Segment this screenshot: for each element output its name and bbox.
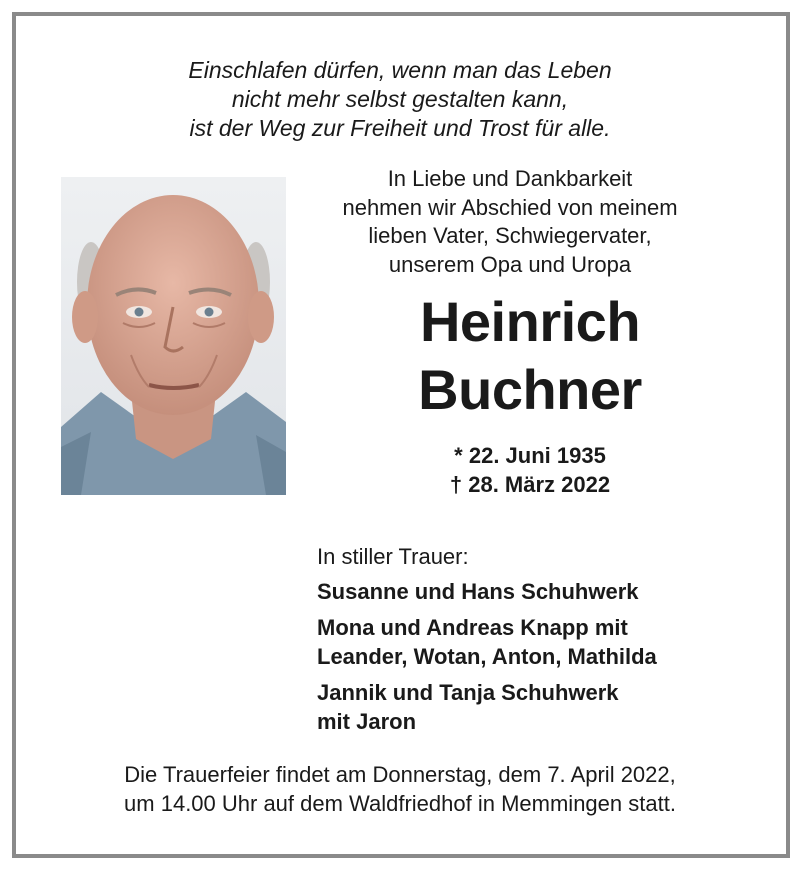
mourners-label: In stiller Trauer:: [317, 544, 469, 569]
poem-line: Einschlafen dürfen, wenn man das Leben: [188, 57, 612, 83]
mourner-line: Leander, Wotan, Anton, Mathilda: [317, 644, 657, 669]
portrait-illustration: [61, 177, 286, 495]
intro-line: nehmen wir Abschied von meinem: [342, 194, 678, 220]
intro-line: In Liebe und Dankbarkeit: [387, 166, 633, 191]
mourner-line: Jannik und Tanja Schuhwerk: [317, 680, 619, 705]
service-line: um 14.00 Uhr auf dem Waldfriedhof in Memmingen statt.: [124, 791, 676, 816]
poem-line: nicht mehr selbst gestalten kann,: [231, 86, 569, 112]
intro-line: unserem Opa und Uropa: [388, 251, 632, 277]
poem-line: ist der Weg zur Freiheit und Trost für alle.: [189, 115, 611, 141]
deceased-name: [300, 288, 760, 424]
service-line: Die Trauerfeier findet am Donnerstag, dem 7. April 2022,: [124, 762, 676, 787]
mourner-group: [317, 577, 777, 606]
portrait-photo: [61, 177, 286, 495]
mourner-line: Susanne und Hans Schuhwerk: [317, 579, 639, 604]
life-dates: [300, 441, 760, 499]
mourner-group: [317, 678, 777, 736]
mourners-section: [317, 543, 777, 743]
farewell-intro: [300, 165, 720, 279]
death-date: † 28. März 2022: [449, 472, 611, 497]
funeral-service-info: [0, 760, 800, 818]
first-name: Heinrich: [419, 290, 641, 353]
mourner-group: [317, 613, 777, 671]
mourner-line: Mona und Andreas Knapp mit: [317, 615, 628, 640]
intro-line: lieben Vater, Schwiegervater,: [368, 223, 652, 248]
birth-date: * 22. Juni 1935: [454, 443, 606, 468]
last-name: Buchner: [418, 358, 642, 421]
mourner-line: mit Jaron: [317, 709, 417, 734]
poem: [0, 56, 800, 143]
